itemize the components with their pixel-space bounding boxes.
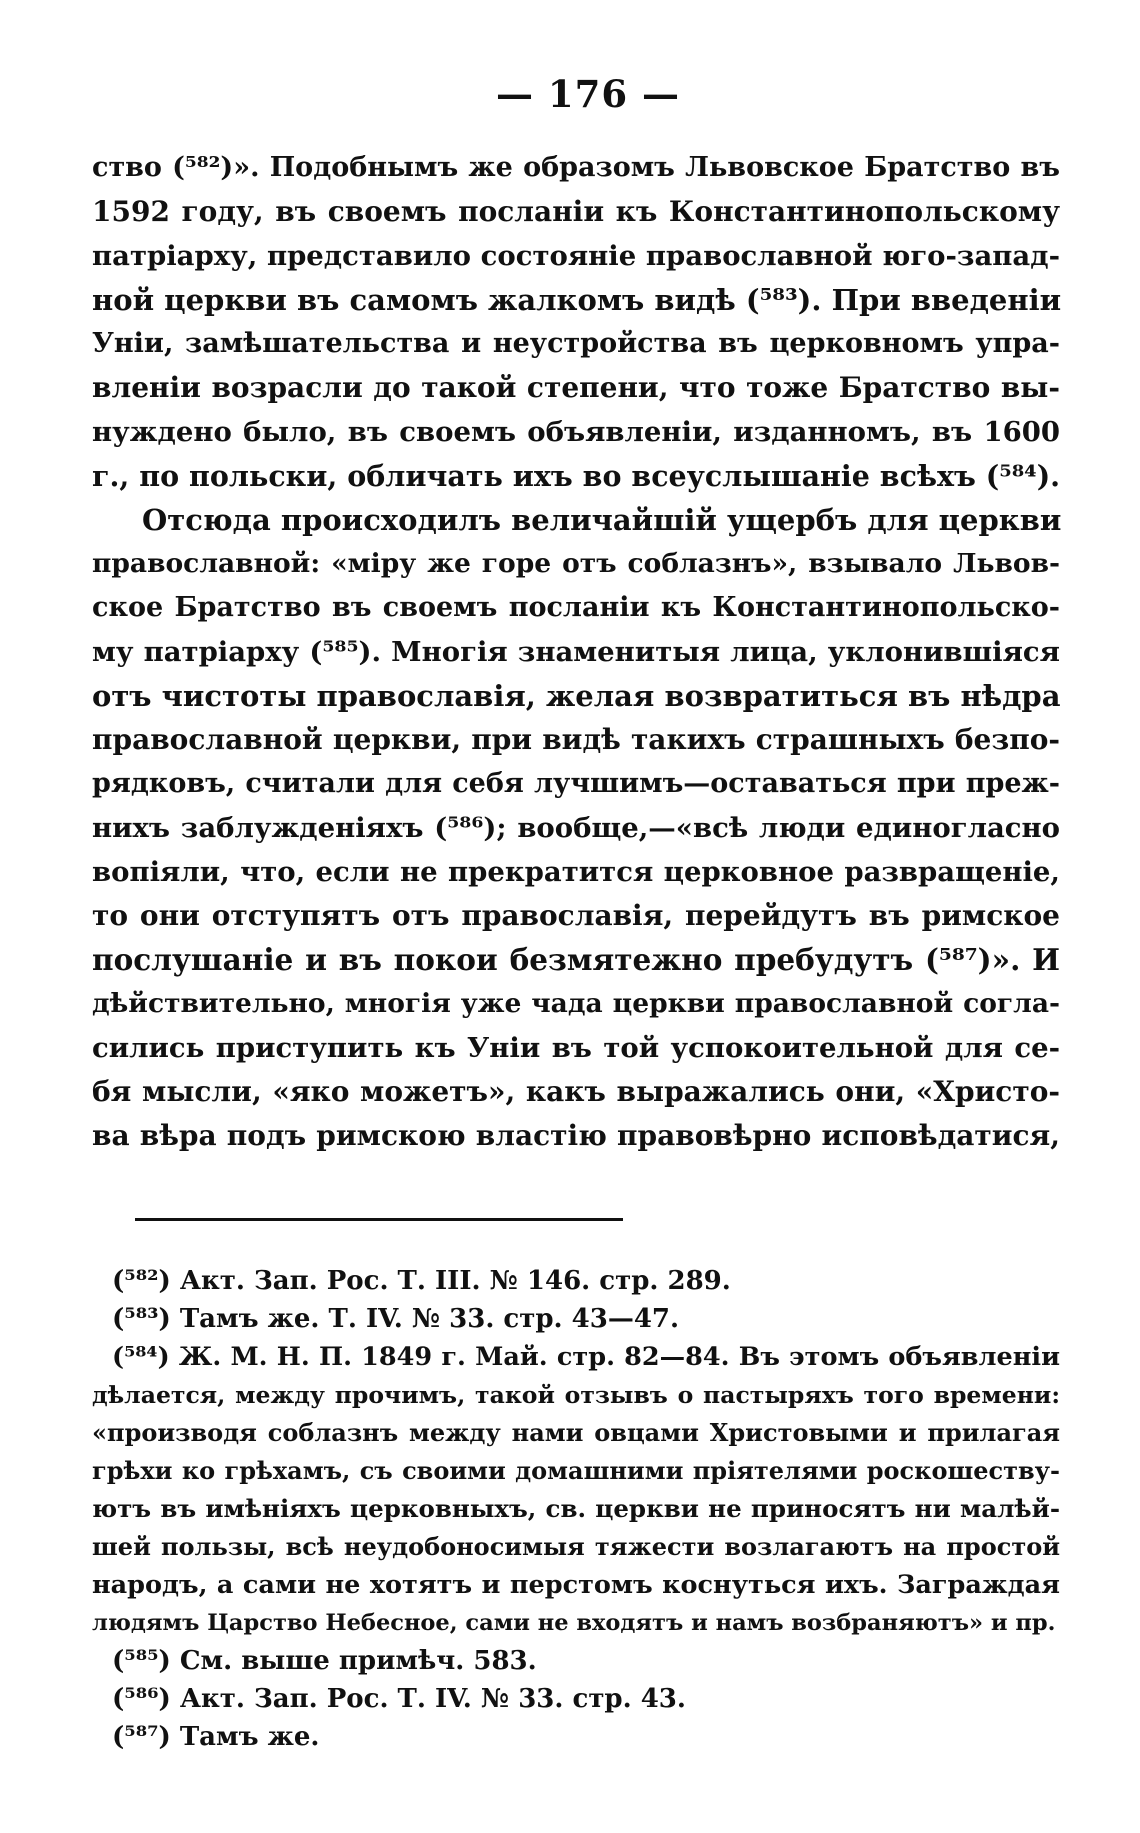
text-line: православной: «міру же горе отъ соблазнъ», взывало Львов- <box>92 548 1060 579</box>
footnote-584-continuation: «производя соблазнъ между нами овцами Христовыми и прилагая <box>92 1418 1060 1447</box>
paragraph-start-line: Отсюда происходилъ величайшій ущербъ для церкви <box>142 503 1062 537</box>
footnote-587: (⁵⁸⁷) Тамъ же. <box>112 1722 320 1752</box>
text-line: г., по польски, обличать ихъ во всеуслышаніе всѣхъ (⁵⁸⁴). <box>92 459 1061 493</box>
main-text <box>92 146 1060 1158</box>
text-line: нихъ заблужденіяхъ (⁵⁸⁶); вообще,—«всѣ люди единогласно <box>92 812 1060 844</box>
text-line: отъ чистоты православія, желая возвратиться въ нѣдра <box>92 679 1061 713</box>
text-line: вопіяли, что, если не прекратится церковное развращеніе, <box>92 856 1060 888</box>
text-line: православной церкви, при видѣ такихъ страшныхъ безпо- <box>92 723 1060 756</box>
footnote-584-continuation: людямъ Царство Небесное, сами не входятъ и намъ возбраняютъ» и пр. <box>92 1610 1056 1636</box>
text-line: дѣйствительно, многія уже чада церкви православной согла- <box>92 988 1060 1019</box>
footnote-583: (⁵⁸³) Тамъ же. Т. IV. № 33. стр. 43—47. <box>112 1304 680 1334</box>
text-line: му патріарху (⁵⁸⁵). Многія знаменитыя лица, уклонившіяся <box>92 636 1060 668</box>
text-line: ва вѣра подъ римскою властію правовѣрно исповѣдатися, <box>92 1119 1060 1152</box>
page-number: — 176 — <box>496 72 680 116</box>
footnote-584-continuation: шей пользы, всѣ неудобоносимыя тяжести возлагаютъ на простой <box>92 1532 1060 1561</box>
footnotes <box>92 1262 1060 1756</box>
footnote-582: (⁵⁸²) Акт. Зап. Рос. Т. III. № 146. стр. 289. <box>112 1266 731 1296</box>
text-line: патріарху, представило состояніе православной юго-запад- <box>92 240 1060 272</box>
footnote-584-continuation: ютъ въ имѣніяхъ церковныхъ, св. церкви не приносятъ ни малѣй- <box>92 1494 1060 1523</box>
text-line: ство (⁵⁸²)». Подобнымъ же образомъ Львовское Братство въ <box>92 152 1060 183</box>
text-line: нуждено было, въ своемъ объявленіи, изданномъ, въ 1600 <box>92 416 1060 448</box>
footnote-584-continuation: дѣлается, между прочимъ, такой отзывъ о пастыряхъ того времени: <box>92 1381 1060 1409</box>
text-line: 1592 году, въ своемъ посланіи къ Константинопольскому <box>92 195 1060 228</box>
text-line: ной церкви въ самомъ жалкомъ видѣ (⁵⁸³). При введеніи <box>92 283 1062 317</box>
text-line: рядковъ, считали для себя лучшимъ—оставаться при преж- <box>92 768 1060 799</box>
footnote-584-continuation: грѣхи ко грѣхамъ, съ своими домашними пріятелями роскошеству- <box>92 1456 1060 1485</box>
text-line: послушаніе и въ покои безмятежно пребудутъ (⁵⁸⁷)». И <box>92 942 1060 977</box>
footnote-584: (⁵⁸⁴) Ж. М. Н. П. 1849 г. Май. стр. 82—84. Въ этомъ объявленіи <box>112 1342 1060 1372</box>
text-line: вленіи возрасли до такой степени, что тоже Братство вы- <box>92 371 1060 404</box>
text-line: бя мысли, «яко можетъ», какъ выражались они, «Христо- <box>92 1075 1060 1108</box>
text-line: Уніи, замѣшательства и неустройства въ церковномъ упра- <box>92 328 1060 359</box>
text-line: сились приступить къ Уніи въ той успокоительной для се- <box>92 1032 1060 1064</box>
footnote-584-continuation: народъ, а сами не хотятъ и перстомъ коснуться ихъ. Заграждая <box>92 1570 1060 1600</box>
text-line: то они отступятъ отъ православія, перейдутъ въ римское <box>92 899 1060 932</box>
footnote-585: (⁵⁸⁵) См. выше примѣч. 583. <box>112 1646 537 1676</box>
footnote-586: (⁵⁸⁶) Акт. Зап. Рос. Т. IV. № 33. стр. 43. <box>112 1684 686 1714</box>
footnote-separator <box>135 1218 623 1221</box>
text-line: ское Братство въ своемъ посланіи къ Константинопольско- <box>92 592 1060 623</box>
